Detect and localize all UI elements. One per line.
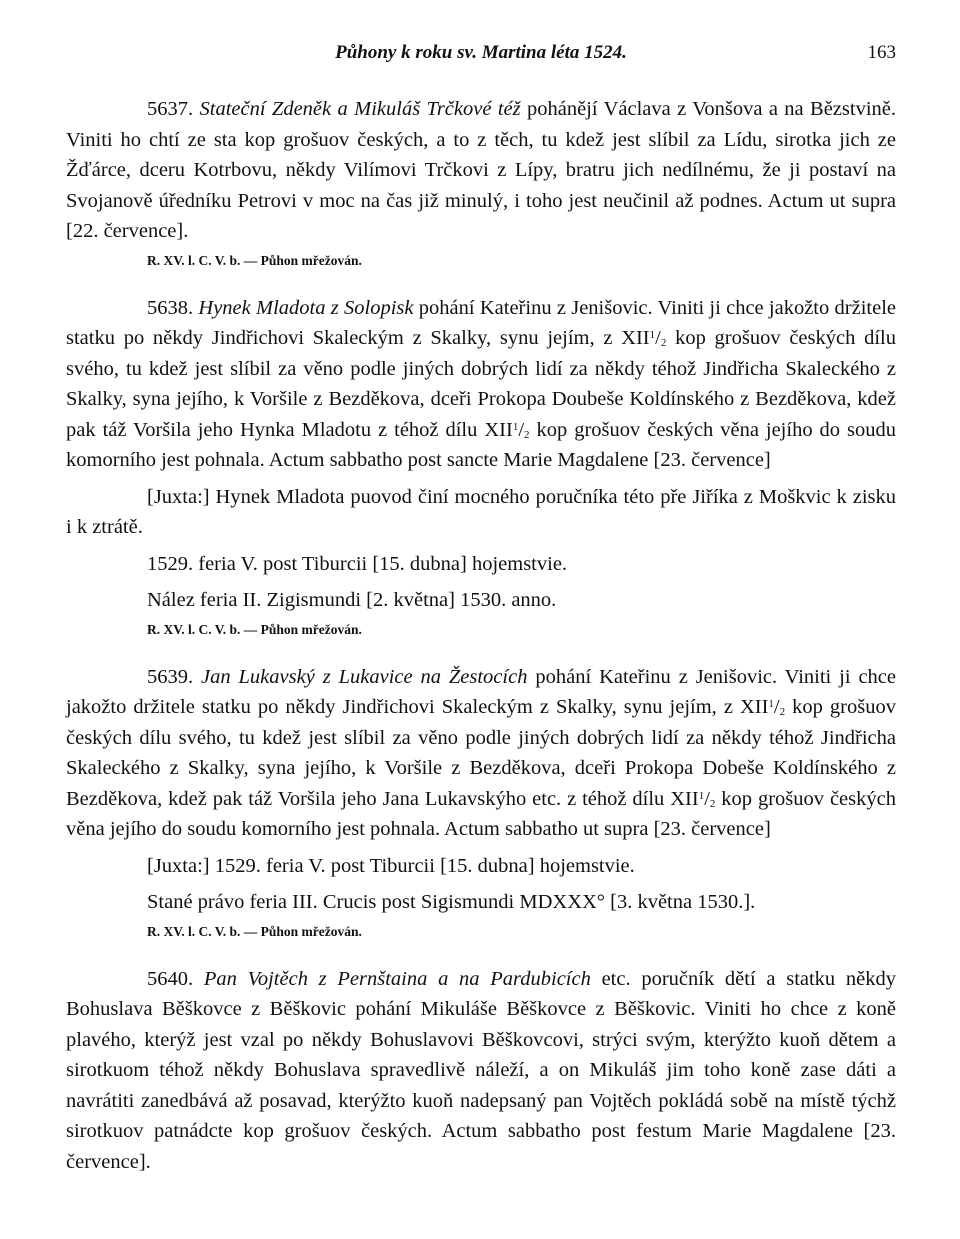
entry-body: etc. poručník dětí a statku někdy Bohuslava Běškovce z Běškovic pohání Mikuláše Běškovce z Běškovic. Viniti ho chce z koně plavého, kterýž jest vzal po někdy Bohuslavovi Běškovcovi, strýci svým, kterýžto kuoň dětem a sirotkuom téhož někdy Bohuslava spravedlivě náleží, a on Mikuláš jim toho koně zase dáti a navrátiti zanedbává až posavad, kterýžto kuoň nadepsaný pan Vojtěch pokládá sobě na místě týchž sirotkuov patnádcte kop grošuov českých. Actum sabbatho post festum Marie Magdalene [23. července]. [66, 967, 897, 1173]
document-page [66, 38, 896, 1177]
date-note: Nález feria II. Zigismundi [2. května] 1530. anno. [147, 589, 557, 611]
entry-text: 5639. Jan Lukavský z Lukavice na Žestocích pohání Kateřinu z Jenišovic. Viniti ji chce jakožto držitele statku po někdy Jindřichovi Skaleckým z Skalky, synu jejím, z $XII^1/_2$ kop grošuov českých dílu svého, tu kdež jest slíbil za věno podle jiných dobrých lidí za někdy téhož Jindřicha Skaleckého z Skalky, syna jejího, k Voršile z Bezděkova, dceři Prokopa Dobeše Koldínského z Bezděkova, kdež pak táž Voršila jeho Jana Lukavskýho etc. z téhož dílu $XII^1/_2$ kop grošuov českých věna jejího do soudu komorního jest pohnala. Actum sabbatho ut supra [23. července] [66, 665, 896, 840]
entry-text: 5638. Hynek Mladota z Solopisk pohání Kateřinu z Jenišovic. Viniti ji chce jakožto držitele statku po někdy Jindřichovi Skaleckým z Skalky, synu jejím, z $XII^1/_2$ kop grošuov českých dílu svého, tu kdež jest slíbil za věno podle jiných dobrých lidí za někdy téhož Jindřicha Skaleckého z Skalky, syna jejího, k Voršile z Bezděkova, dceři Prokopa Doubeše Koldínského z Bezděkova, kdež pak táž Voršila jeho Hynka Mladotu z téhož dílu $XII^1/_2$ kop grošuov českých věna jejího do soudu komorního jest pohnala. Actum sabbatho post sancte Marie Magdalene [23. července] [66, 296, 896, 471]
entry-body: kop grošuov českých dílu svého, tu kdež jest slíbil za věno podle jiných dobrých lidí za někdy téhož Jindřicha Skaleckého z Skalky, syna jejího, k Voršile z Bezděkova, dceři Prokopa Dobeše Koldínského z Bezděkova, kdež pak táž Voršila jeho Jana Lukavskýho etc. z téhož dílu XII [66, 696, 896, 810]
fraction-numerator: 1 [698, 789, 705, 802]
entry-body: pohání Kateřinu z Jenišovic. Viniti ji chce jakožto držitele statku po někdy Jindřichovi Skaleckým z Skalky, synu jejím, z XII [66, 665, 896, 718]
entry-persons: Pan Vojtěch z Pernštaina a na Pardubicích [203, 967, 591, 990]
running-title: Půhony k roku sv. Martina léta 1524. [335, 42, 627, 63]
entry-body: pohání Kateřinu z Jenišovic. Viniti ji chce jakožto držitele statku po někdy Jindřichovi Skaleckým z Skalky, synu jejím, z XII [66, 296, 896, 349]
fraction-numerator: 1 [512, 420, 519, 433]
source-note: R. XV. l. C. V. b. — Půhon mřežován. [147, 621, 362, 637]
entry-body: pohánějí Václava z Vonšova a na Bězstvině. Viniti ho chtí ze sta kop grošuov českých, a to z těch, tu kdež jest slíbil za Lídu, sirotka jich ze Žďárce, dceru Kotrbovu, někdy Vilímovi Trčkovi z Lípy, bratru jich nedílnému, že ji postaví na Svojanově úředníku Petrovi v moc na čas již minulý, i toho jest neučinil až podnes. Actum ut supra [22. července]. [66, 98, 897, 242]
source-note: R. XV. l. C. V. b. — Půhon mřežován. [147, 923, 362, 939]
entry-text [66, 94, 896, 247]
entry-5637 [66, 94, 896, 273]
entry-number: 5640. [147, 967, 194, 990]
page-header [66, 38, 896, 74]
juxta-note: [Juxta:] 1529. feria V. post Tiburcii [15. dubna] hojemstvie. [147, 854, 635, 877]
page-number: 163 [867, 42, 896, 63]
entry-5639 [66, 662, 896, 944]
juxta-note: [Juxta:] Hynek Mladota puovod činí mocného poručníka této pře Jiříka z Moškvic k zisku i k ztrátě. [66, 485, 896, 538]
fraction-denominator: 2 [524, 428, 530, 441]
entry-number: 5639. [147, 665, 194, 688]
fraction-numerator: 1 [649, 329, 656, 341]
entry-persons: Jan Lukavský z Lukavice na Žestocích [201, 665, 528, 688]
entry-persons: Stateční Zdeněk a Mikuláš Trčkové též [199, 98, 521, 120]
date-note: Stané právo feria III. Crucis post Sigismundi MDXXX° [3. května 1530.]. [147, 891, 756, 913]
entry-text [66, 964, 896, 1178]
entry-5640 [66, 964, 896, 1178]
entry-5638 [66, 293, 896, 642]
entry-number: 5638. [147, 296, 194, 319]
entry-number: 5637. [147, 98, 194, 120]
fraction-numerator: 1 [768, 698, 774, 710]
fraction-denominator: 2 [709, 797, 716, 810]
entry-body: kop grošuov českých dílu svého, tu kdež jest slíbil za věno podle jiných dobrých lidí za někdy téhož Jindřicha Skaleckého z Skalky, syna jejího, k Voršile z Bezděkova, dceři Prokopa Doubeše Koldínského z Bezděkova, kdež pak táž Voršila jeho Hynka Mladotu z téhož dílu XII [66, 327, 896, 441]
date-note: 1529. feria V. post Tiburcii [15. dubna] hojemstvie. [147, 552, 568, 575]
fraction-denominator: 2 [660, 337, 667, 349]
source-note: R. XV. l. C. V. b. — Půhon mřežován. [147, 252, 362, 268]
fraction-denominator: 2 [779, 706, 786, 718]
entry-persons: Hynek Mladota z Solopisk [198, 296, 414, 319]
entry-body: kop grošuov českých věna jejího do soudu komorního jest pohnala. Actum sabbatho post sancte Marie Magdalene [23. července] [66, 418, 896, 471]
entry-body: kop grošuov českých věna jejího do soudu komorního jest pohnala. Actum sabbatho ut supra [23. července] [66, 787, 896, 840]
